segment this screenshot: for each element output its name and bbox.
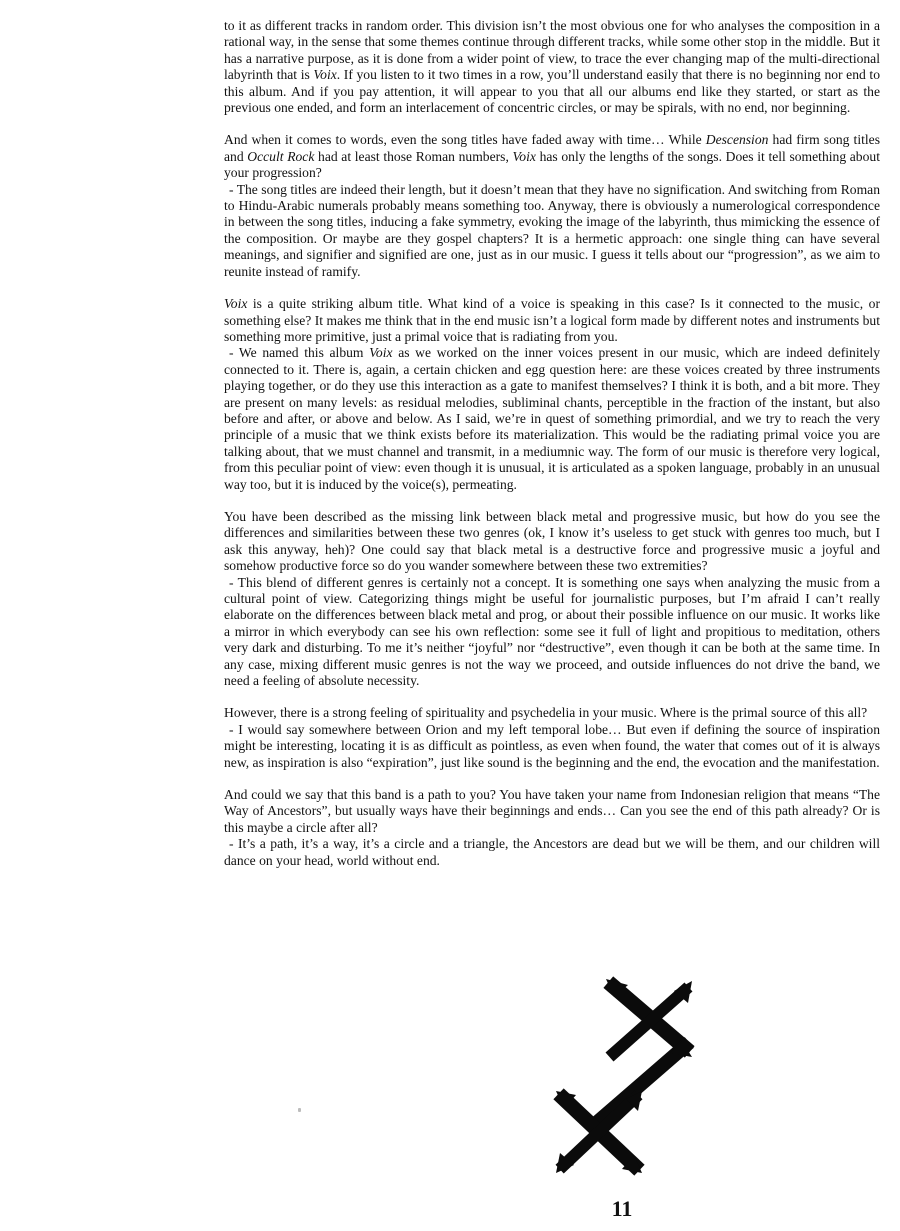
article-body [224,18,880,885]
qa-block-spirituality [224,705,880,771]
answer-voix: - We named this album Voix as we worked on the inner voices present in our music, which are indeed definitely connected to it. There is, again, a certain chicken and egg question here: are these voices created by three instruments playing together, or do they use this interaction as a gate to manifest themselves? I think it is both, and a bit more. They are present on many levels: as residual melodies, subliminal chants, perceptible in the fraction of the instant, but also before and after, or above and below. As I said, we’re in quest of something primordial, and we try to reach the very principle of a music that we think exists before its materialization. This would be the radiating primal voice you are talking about, that we must channel and transmit, in a mediumnic way. The form of our music is therefore very logical, from this peculiar point of view: even though it is unusual, it is articulated as a spoken language, probably in an unusual way too, but it is induced by the voice(s), permeating. [224,345,880,492]
answer-song-titles: - The song titles are indeed their length, but it doesn’t mean that they have no signification. And switching from Roman to Hindu-Arabic numerals probably means something too. Anyway, there is obviously a numerological correspondence in between the song titles, inducing a fake symmetry, evoking the image of the labyrinth, thus mimicking the essence of the composition. Or maybe are they gospel chapters? It is a hermetic approach: one single thing can have several meanings, and signifier and signified are one, just as in our music. I guess it tells about our “progression”, as we aim to reunite instead of ramify. [224,181,880,279]
qa-block-song-titles [224,132,880,280]
qa-block-voix [224,296,880,493]
answer-genres: - This blend of different genres is certainly not a concept. It is something one says when analyzing the music from a cultural point of view. Categorizing things might be useful for journalistic purposes, but I’m afraid I can’t really elaborate on the differences between black metal and prog, or about their possible influence on our music. It works like a mirror in which everybody can see his own reflection: some see it full of light and propitious to meditation, others very dark and disturbing. To me it’s neither “joyful” nor “destructive”, even though it can be both at the same time. In any case, mixing different music genres is not the way we proceed, and outside influences do not drive the band, we need a feeling of absolute necessity. [224,574,880,689]
paragraph-continuation: to it as different tracks in random order. This division isn’t the most obvious one for who analyses the composition in a rational way, in the sense that some themes continue through different tracks, while some other stop in the middle. But it has a narrative purpose, as it is done from a wider point of view, to trace the ever changing map of the multi-directional labyrinth that is Voix. If you listen to it two times in a row, you’ll understand easily that there is no beginning nor end to this album. And if you pay attention, it will appear to you that all our albums end like they started, or start as the previous one ended, and form an interlacement of concentric circles, or may be spirals, with no end, nor beginning. [224,18,880,116]
question-genres: You have been described as the missing link between black metal and progressive music, but how do you see the differences and similarities between these two genres (ok, I know it’s useless to get stuck with genres too much, but I ask this anyway, heh)? One could say that black metal is a destructive force and progressive music a joyful and somehow productive force so do you wander somewhere between these two extremities? [224,508,880,574]
answer-path: - It’s a path, it’s a way, it’s a circle and a triangle, the Ancestors are dead but we will be them, and our children will dance on your head, world without end. [224,836,880,868]
question-song-titles: And when it comes to words, even the song titles have faded away with time… While Descension had firm song titles and Occult Rock had at least those Roman numbers, Voix has only the lengths of the songs. Does it tell something about your progression? [224,132,880,181]
qa-block-path [224,787,880,869]
question-voix: Voix is a quite striking album title. What kind of a voice is speaking in this case? Is it connected to the music, or something else? It makes me think that in the end music isn’t a logical form made by different notes and instruments but something more primitive, just a primal voice that is radiating from you. [224,296,880,344]
qa-block-genres [224,509,880,689]
answer-spirituality: - I would say somewhere between Orion and my left temporal lobe… But even if defining the source of inspiration might be interesting, locating it is as difficult as pointless, as even when found, the water that comes out of it is always new, as inspiration is also “expiration”, just like sound is the beginning and the end, the evocation and the manifestation. [224,721,880,770]
page-number: 11 [611,1196,633,1221]
double-cross-sigil-icon [548,975,708,1180]
question-path: And could we say that this band is a path to you? You have taken your name from Indonesian religion that means “The Way of Ancestors”, but usually ways have their beginnings and ends… Can you see the end of this path already? Or is this maybe a circle after all? [224,787,880,835]
question-spirituality: However, there is a strong feeling of spirituality and psychedelia in your music. Where is the primal source of this all? [224,705,868,721]
scan-speck [298,1108,301,1112]
